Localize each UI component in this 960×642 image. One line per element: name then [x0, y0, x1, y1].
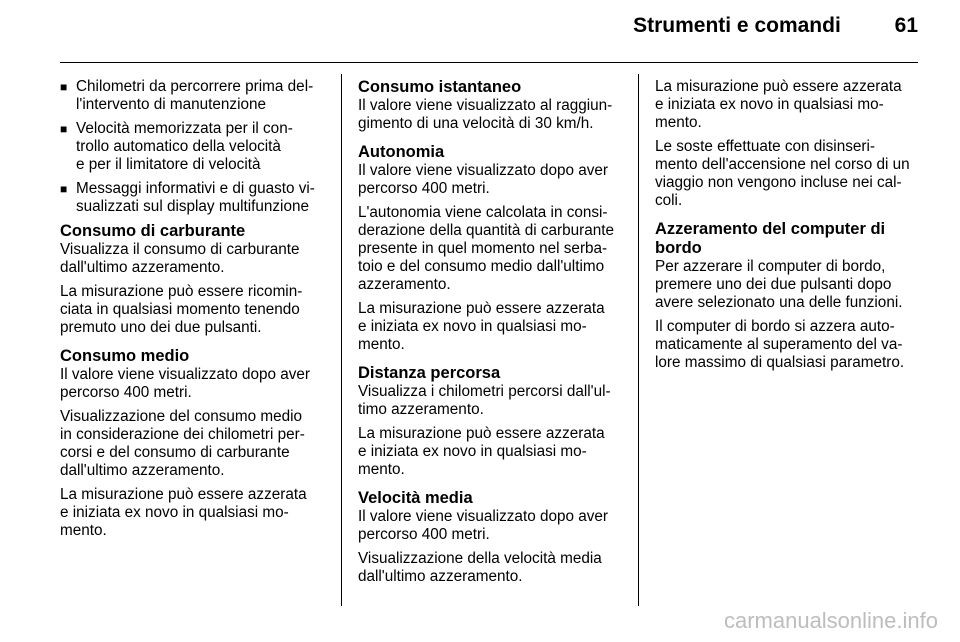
- text-line: corsi e del consumo di carburante: [60, 444, 290, 461]
- square-bullet-icon: ■: [60, 182, 68, 196]
- paragraph: [358, 425, 624, 479]
- text-line: La misurazione può essere ricomin-: [60, 283, 303, 300]
- text-line: percorso 400 metri.: [358, 180, 490, 197]
- text-line: premere uno dei due pulsanti dopo: [655, 276, 892, 293]
- paragraph: [60, 486, 324, 540]
- text-line: toio e del consumo medio dall'ultimo: [358, 258, 605, 275]
- text-line: Il valore viene visualizzato dopo aver: [358, 162, 608, 179]
- paragraph: [358, 204, 624, 294]
- paragraph: [358, 97, 624, 133]
- text-line: percorso 400 metri.: [60, 384, 192, 401]
- section: [358, 143, 624, 354]
- text-line: percorso 400 metri.: [358, 526, 490, 543]
- text-line: derazione della quantità di carburante: [358, 222, 614, 239]
- text-line: mento.: [655, 114, 702, 131]
- bullet-list: [60, 78, 324, 216]
- text-line: gimento di una velocità di 30 km/h.: [358, 115, 594, 132]
- text-line: e iniziata ex novo in qualsiasi mo-: [655, 96, 884, 113]
- text-line: Consumo istantaneo: [358, 78, 522, 96]
- text-line: premuto uno dei due pulsanti.: [60, 319, 262, 336]
- section-heading: [655, 220, 921, 258]
- paragraph: [60, 283, 324, 337]
- text-line: Il computer di bordo si azzera auto-: [655, 318, 895, 335]
- paragraph: [655, 258, 921, 312]
- column-2: [358, 78, 624, 596]
- text-line: mento.: [358, 461, 405, 478]
- section: [655, 220, 921, 372]
- section: [60, 347, 324, 540]
- text-line: Messaggi informativi e di guasto vi-: [76, 180, 315, 197]
- paragraph: [655, 78, 921, 132]
- section-heading: [358, 489, 624, 508]
- text-line: lore massimo di qualsiasi parametro.: [655, 354, 905, 371]
- bullet-item: [60, 78, 324, 114]
- text-line: e per il limitatore di velocità: [76, 156, 261, 173]
- text-line: dall'ultimo azzeramento.: [60, 462, 225, 479]
- text-line: trollo automatico della velocità: [76, 138, 281, 155]
- square-bullet-icon: ■: [60, 122, 68, 136]
- text-line: Visualizza il consumo di carburante: [60, 241, 300, 258]
- column-1-sections: [60, 222, 324, 540]
- text-line: Velocità media: [358, 489, 473, 507]
- column-divider: [341, 74, 342, 606]
- text-line: maticamente al superamento del va-: [655, 336, 903, 353]
- text-line: mento dell'accensione nel corso di un: [655, 156, 910, 173]
- bullet-item: [60, 180, 324, 216]
- text-line: Il valore viene visualizzato dopo aver: [358, 508, 608, 525]
- section: [358, 489, 624, 586]
- text-line: La misurazione può essere azzerata: [60, 486, 307, 503]
- paragraph: [655, 138, 921, 210]
- bullet-item: [60, 120, 324, 174]
- text-line: ciata in qualsiasi momento tenendo: [60, 301, 300, 318]
- text-line: dall'ultimo azzeramento.: [60, 259, 225, 276]
- text-line: e iniziata ex novo in qualsiasi mo-: [60, 504, 289, 521]
- text-line: sualizzati sul display multifunzione: [76, 198, 309, 215]
- paragraph: [60, 408, 324, 480]
- text-line: timo azzeramento.: [358, 401, 484, 418]
- paragraph: [358, 162, 624, 198]
- text-line: Le soste effettuate con disinseri-: [655, 138, 875, 155]
- page-header: [633, 14, 918, 38]
- text-line: La misurazione può essere azzerata: [358, 300, 605, 317]
- section-heading: [60, 347, 324, 366]
- section-title: Strumenti e comandi: [633, 14, 841, 37]
- section: [358, 78, 624, 133]
- text-line: Visualizzazione della velocità media: [358, 550, 602, 567]
- header-rule: [60, 62, 918, 63]
- text-line: viaggio non vengono incluse nei cal-: [655, 174, 902, 191]
- text-line: in considerazione dei chilometri per-: [60, 426, 305, 443]
- text-line: La misurazione può essere azzerata: [358, 425, 605, 442]
- column-3: [655, 78, 921, 382]
- paragraph: [60, 366, 324, 402]
- text-line: Chilometri da percorrere prima del-: [76, 78, 314, 95]
- section: [60, 222, 324, 337]
- text-line: Velocità memorizzata per il con-: [76, 120, 293, 137]
- page-number: 61: [894, 14, 918, 37]
- paragraph: [358, 383, 624, 419]
- text-line: e iniziata ex novo in qualsiasi mo-: [358, 443, 587, 460]
- text-line: l'intervento di manutenzione: [76, 96, 267, 113]
- text-line: Visualizzazione del consumo medio: [60, 408, 303, 425]
- text-line: azzeramento.: [358, 276, 451, 293]
- section: [358, 364, 624, 479]
- section: [655, 78, 921, 210]
- text-line: Il valore viene visualizzato al raggiun-: [358, 97, 613, 114]
- column-divider: [638, 74, 639, 606]
- paragraph: [60, 241, 324, 277]
- text-line: L'autonomia viene calcolata in consi-: [358, 204, 608, 221]
- text-line: dall'ultimo azzeramento.: [358, 568, 523, 585]
- paragraph: [358, 508, 624, 544]
- section-heading: [358, 143, 624, 162]
- text-line: Consumo di carburante: [60, 222, 246, 240]
- text-line: presente in quel momento nel serba-: [358, 240, 608, 257]
- text-line: e iniziata ex novo in qualsiasi mo-: [358, 318, 587, 335]
- text-line: avere selezionato una delle funzioni.: [655, 294, 903, 311]
- text-line: Distanza percorsa: [358, 364, 501, 382]
- paragraph: [358, 550, 624, 586]
- text-line: Per azzerare il computer di bordo,: [655, 258, 886, 275]
- text-line: coli.: [655, 192, 683, 209]
- text-line: Visualizza i chilometri percorsi dall'ul-: [358, 383, 611, 400]
- text-line: Consumo medio: [60, 347, 190, 365]
- paragraph: [655, 318, 921, 372]
- section-heading: [358, 78, 624, 97]
- text-line: Azzeramento del computer di: [655, 220, 886, 238]
- column-3-sections: [655, 78, 921, 372]
- text-line: mento.: [60, 522, 107, 539]
- text-line: La misurazione può essere azzerata: [655, 78, 902, 95]
- text-line: Il valore viene visualizzato dopo aver: [60, 366, 310, 383]
- text-line: mento.: [358, 336, 405, 353]
- column-2-sections: [358, 78, 624, 586]
- text-line: bordo: [655, 239, 702, 257]
- section-heading: [60, 222, 324, 241]
- watermark: carmanualsonline.info: [723, 608, 938, 633]
- section-heading: [358, 364, 624, 383]
- text-line: Autonomia: [358, 143, 445, 161]
- paragraph: [358, 300, 624, 354]
- square-bullet-icon: ■: [60, 80, 68, 94]
- column-1: [60, 78, 324, 550]
